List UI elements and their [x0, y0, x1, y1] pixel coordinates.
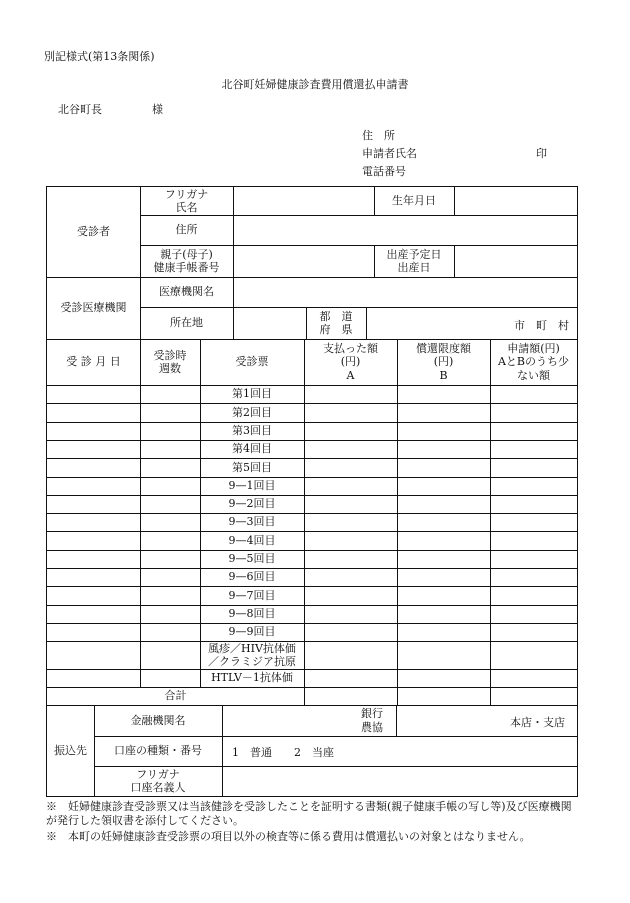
- account-type-options: 1 普通 2 当座: [232, 746, 334, 759]
- patient-address-label: 住所: [175, 223, 198, 237]
- htlv-label: HTLV－1抗体価: [211, 671, 293, 685]
- ticket-row-label: 第1回目: [232, 387, 272, 401]
- ticket-row-label: 9—8回目: [228, 607, 276, 621]
- holder-kana-label: フリガナ: [136, 767, 180, 781]
- ticket-row-label: 9—7回目: [228, 588, 276, 602]
- col-limit-1: 償還限度額: [416, 342, 471, 356]
- clinic-location-label: 所在地: [170, 316, 203, 330]
- birthdate-label: 生年月日: [392, 194, 436, 208]
- total-label: 合計: [164, 689, 187, 703]
- col-paid-3: A: [346, 368, 355, 382]
- ticket-row-label: 9—5回目: [228, 552, 276, 566]
- ticket-row-label: 9—2回目: [228, 497, 276, 511]
- patient-section-label: 受診者: [77, 225, 110, 239]
- note-attachments: ※ 妊婦健康診査受診票又は当該健診を受診したことを証明する書類(親子健康手帳の写し等)及び医療機関が発行した領収書を添付してください。: [46, 800, 572, 828]
- ticket-row-label: 第5回目: [232, 460, 272, 474]
- col-limit-2: (円): [433, 355, 454, 369]
- prefecture-label-1: 都 道: [319, 309, 353, 323]
- account-type-label: 口座の種類・番号: [114, 744, 202, 758]
- note-not-covered: ※ 本町の妊婦健康診査受診票の項目以外の検査等に係る費用は償還払いの対象とはなりません。: [46, 830, 531, 843]
- furigana-label: フリガナ: [164, 187, 209, 201]
- col-weeks-2: 週数: [159, 362, 181, 375]
- birthdate-field[interactable]: [454, 187, 577, 215]
- handbook-label-1: 親子(母子): [160, 247, 213, 261]
- applicant-name-label: 申請者氏名: [362, 147, 417, 160]
- clinic-name-label: 医療機関名: [159, 285, 214, 299]
- form-title: 北谷町妊婦健康診査費用償還払申請書: [221, 78, 409, 91]
- patient-name-field[interactable]: [233, 187, 374, 215]
- name-label: 氏名: [175, 201, 198, 214]
- ticket-row-label: 9—4回目: [228, 533, 276, 547]
- handbook-label-2: 健康手帳番号: [153, 261, 220, 274]
- city-label: 市 町 村: [514, 319, 569, 332]
- col-claim-1: 申請額(円): [507, 342, 560, 356]
- addressee-suffix: 様: [152, 103, 163, 116]
- bank-section-label: 振込先: [54, 743, 87, 757]
- col-weeks-1: 受診時: [153, 348, 187, 362]
- ticket-row-label: 9—1回目: [228, 479, 276, 493]
- col-ticket: 受診票: [235, 355, 269, 369]
- patient-address-field[interactable]: [233, 215, 577, 245]
- ticket-row-label: 第3回目: [232, 424, 272, 438]
- col-paid-1: 支払った額: [323, 342, 378, 356]
- clinic-section-label: 受診医療機関: [60, 301, 127, 315]
- ticket-row-label: 9—9回目: [228, 625, 276, 639]
- col-visit-date: 受 診 月 日: [66, 355, 121, 369]
- col-claim-2: AとBのうち少: [497, 355, 570, 369]
- birth-date-label: 出産日: [397, 261, 431, 274]
- form-reference: 別記様式(第13条関係): [44, 50, 155, 63]
- branch-label: 本店・支店: [510, 716, 565, 729]
- col-claim-3: ない額: [517, 368, 550, 382]
- coop-label: 農協: [361, 720, 383, 734]
- ticket-row-label: 9—3回目: [228, 515, 276, 529]
- ticket-row-label: 第2回目: [232, 405, 272, 419]
- col-paid-2: (円): [340, 355, 361, 369]
- applicant-phone-label: 電話番号: [362, 165, 406, 178]
- seal-mark: 印: [536, 147, 547, 160]
- col-limit-3: B: [439, 368, 448, 382]
- rubella-label-2: ／クラミジア抗原: [208, 655, 296, 668]
- clinic-name-field[interactable]: [233, 277, 577, 307]
- due-date-field[interactable]: [454, 245, 577, 277]
- addressee: 北谷町長: [58, 103, 102, 116]
- prefecture-label-2: 府 県: [319, 323, 353, 336]
- handbook-number-field[interactable]: [233, 245, 374, 277]
- due-date-label: 出産予定日: [386, 247, 442, 261]
- holder-name-label: 口座名義人: [130, 781, 186, 794]
- bank-label: 銀行: [361, 707, 383, 721]
- rubella-label-1: 風疹／HIV抗体価: [208, 641, 296, 655]
- institution-label: 金融機関名: [130, 713, 186, 727]
- ticket-row-label: 9—6回目: [228, 570, 276, 584]
- ticket-row-label: 第4回目: [232, 442, 272, 456]
- applicant-address-label: 住 所: [362, 129, 395, 142]
